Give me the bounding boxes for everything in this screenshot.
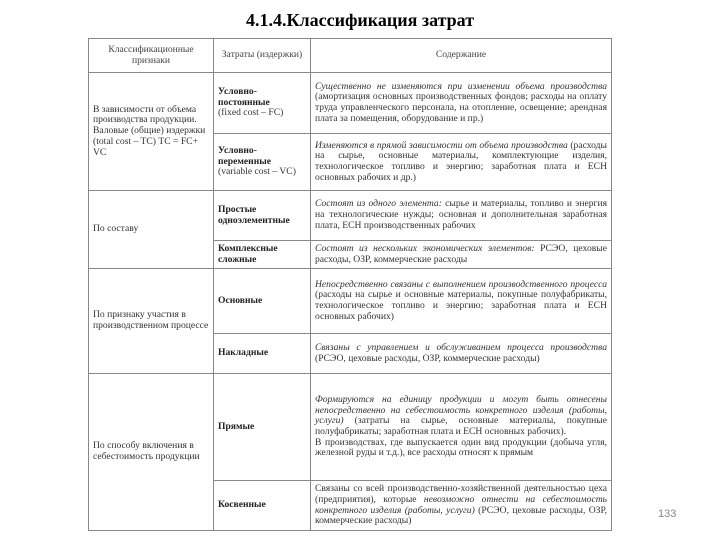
criterion-text: В зависимости от объема производства продукции. Валовые (общие) издержки (total cost – TC) TC = FC+ VC (93, 103, 206, 158)
content-rest: (затраты на сырье, основные материалы, покупные полуфабрикаты; заработная плата и ЕСН основных рабочих). (315, 415, 607, 437)
cost-type-name: Условно-постоянные (218, 85, 270, 108)
header-criteria: Классификационные признаки (89, 39, 214, 73)
cost-type-cell (214, 241, 311, 269)
table-row (89, 191, 612, 241)
cost-type-name: Накладные (218, 347, 269, 359)
table-row (89, 374, 612, 481)
criterion-text: По признаку участия в производственном процессе (93, 309, 209, 331)
criterion-cell (89, 73, 214, 191)
table-row (89, 73, 612, 134)
cost-type-name: Простые одноэлементные (218, 203, 290, 226)
criterion-cell (89, 191, 214, 269)
page-number: 133 (658, 508, 677, 520)
table-header-row (89, 39, 612, 73)
content-cell (311, 241, 612, 269)
cost-type-cell (214, 73, 311, 134)
content-cell (311, 334, 612, 374)
content-lead: Существенно не изменяются при изменении объема производства (315, 80, 607, 92)
slide-title: 4.1.4.Классификация затрат (245, 10, 475, 30)
cost-type-cell (214, 334, 311, 374)
content-lead: Состоят из одного элемента: (315, 198, 442, 210)
content-rest: (расходы на сырье, основные материалы, комплектующие изделия, технологическое топливо и энергию; заработная плата и ЕСН основных рабочих и др.) (315, 139, 608, 183)
content-rest: сырье и материалы, топливо и энергия на технологические нужды; основная и дополнительная заработная плата, ЕСН производственных рабочих (315, 198, 607, 231)
cost-type-cell (214, 374, 311, 481)
table-row (89, 269, 612, 334)
content-rest: (РСЭО, цеховые расходы, ОЗР, коммерческие расходы) (315, 352, 540, 364)
criterion-cell (89, 374, 214, 531)
content-extra: В производствах, где выпускается один вид продукции (добыча угля, железной руды и т.д.), все расходы относят к прямым (315, 436, 607, 459)
cost-type-name: Основные (218, 294, 263, 306)
header-content: Содержание (311, 39, 612, 73)
content-lead: невозможно отнести на себестоимость конкретного изделия (работы, услуги) (315, 493, 607, 516)
content-lead: Связаны с управлением и обслуживанием процесса производства (315, 341, 607, 353)
cost-type-cell (214, 191, 311, 241)
content-pre: Связаны со всей производственно-хозяйственной деятельностью цеха (предприятия), которые (315, 483, 607, 505)
criterion-cell (89, 269, 214, 374)
content-rest: РСЭО, цеховые расходы, ОЗР, коммерческие расходы (315, 242, 607, 265)
cost-type-name: Условно-переменные (218, 144, 271, 167)
cost-type-cell (214, 134, 311, 191)
content-cell (311, 481, 612, 531)
cost-classification-table (88, 38, 612, 531)
cost-type-name: Комплексные сложные (218, 242, 278, 265)
content-lead: Изменяются в прямой зависимости от объема производства (315, 139, 568, 151)
cost-type-sub: (variable cost – VC) (218, 166, 296, 178)
content-cell (311, 134, 612, 191)
content-rest: (амортизация основных производственных фондов; расходы на оплату труда управленческого персонала, на отопление, освещение; арендная плата за помещения, оборудование и пр.) (315, 91, 607, 124)
content-lead: Непосредственно связаны с выполнением производственного процесса (315, 278, 607, 290)
content-cell (311, 374, 612, 481)
content-cell (311, 73, 612, 134)
criterion-text: По составу (93, 223, 139, 235)
content-lead: Формируются на единицу продукции и могут быть отнесены непосредственно на себестоимость конкретного изделия (работы, услуги) (315, 393, 607, 427)
criterion-text: По способу включения в себестоимость продукции (93, 440, 200, 462)
content-rest: (расходы на сырье и основные материалы, покупные полуфабрикаты, технологическое топливо и энергию; заработная плата и ЕСН основных рабочих) (315, 289, 607, 322)
cost-type-name: Косвенные (218, 499, 266, 511)
cost-type-cell (214, 481, 311, 531)
header-costs: Затраты (издержки) (214, 39, 311, 73)
content-rest: (РСЭО, цеховые расходы, ОЗР, коммерческие расходы) (315, 504, 607, 527)
cost-type-name: Прямые (218, 420, 255, 432)
content-cell (311, 269, 612, 334)
cost-type-sub: (fixed cost – FC) (218, 107, 284, 119)
content-cell (311, 191, 612, 241)
content-lead: Состоят из нескольких экономических элементов: (315, 242, 535, 254)
cost-type-cell (214, 269, 311, 334)
